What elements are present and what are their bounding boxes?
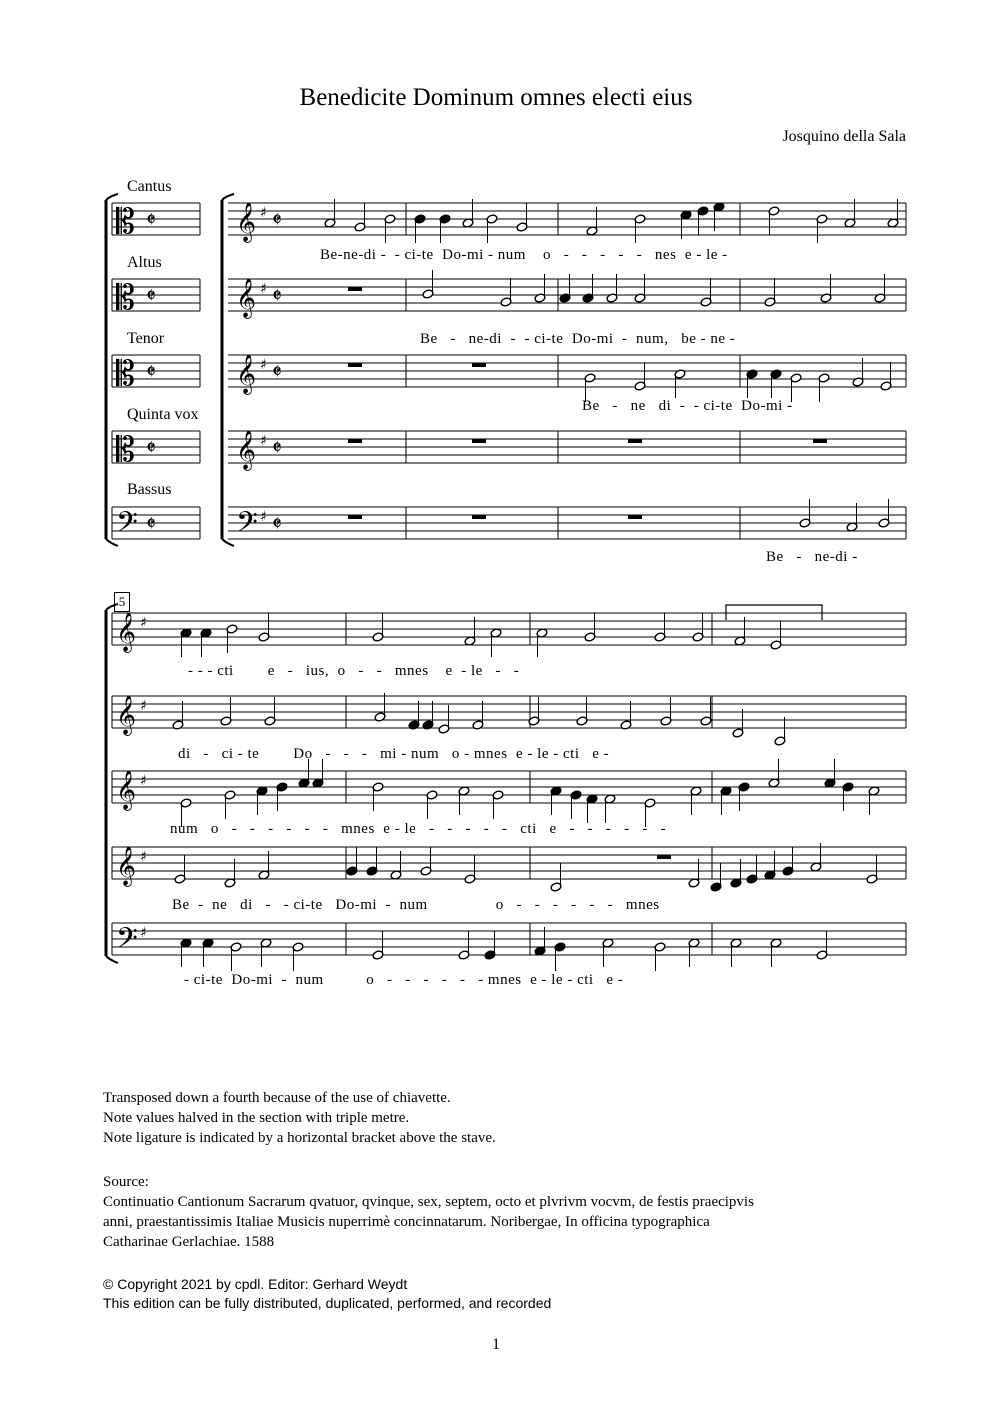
voice-label-quinta-vox: Quinta vox	[127, 406, 199, 423]
note-line: Note values halved in the section with triple metre.	[103, 1110, 410, 1126]
voice-label-tenor: Tenor	[127, 330, 165, 347]
whole-rest	[657, 855, 671, 859]
voice-label-bassus: Bassus	[127, 481, 172, 498]
source-block	[103, 1172, 754, 1252]
clef-icon: 𝄞	[236, 430, 257, 470]
lyrics-s2-bassus: - ci-te Do-mi - num o - - - - - - mnes e - le - cti e -	[184, 972, 624, 988]
key-signature-icon: ♯	[260, 357, 267, 373]
meter-icon: 𝄵	[146, 436, 156, 461]
clef-icon: 𝄞	[236, 202, 257, 242]
source-line: anni, praestantissimis Italiae Musicis nuperrimè concinnatarum. Noribergae, In officina typographica	[103, 1214, 710, 1230]
whole-rest	[628, 515, 642, 519]
whole-rest	[348, 439, 362, 443]
whole-rest	[348, 363, 362, 367]
copyright-block	[103, 1275, 551, 1313]
lyrics-s1-bassus: Be - ne-di -	[766, 549, 858, 565]
note-line: Note ligature is indicated by a horizontal bracket above the stave.	[103, 1130, 496, 1146]
clef-icon: 𝄞	[116, 770, 137, 810]
whole-rest	[348, 287, 362, 291]
meter-icon: 𝄵	[272, 512, 282, 537]
clef-icon: 𝄡	[116, 202, 135, 242]
source-label: Source:	[103, 1174, 149, 1190]
composer: Josquino della Sala	[782, 128, 906, 145]
note-line: Transposed down a fourth because of the use of chiavette.	[103, 1090, 451, 1106]
key-signature-icon: ♯	[140, 773, 147, 789]
meter-icon: 𝄵	[146, 284, 156, 309]
meter-icon: 𝄵	[272, 284, 282, 309]
lyrics-s2-tenor: num o - - - - - - mnes e - le - - - - - cti e - - - - - -	[170, 821, 667, 837]
page-number: 1	[492, 1336, 500, 1353]
voice-label-cantus: Cantus	[127, 178, 172, 195]
lyrics-s2-quinta-vox: Be - ne di - - ci-te Do-mi - num o - - - - - - mnes	[172, 897, 660, 913]
lyrics-s1-cantus: Be-ne-di - - ci-te Do-mi - num o - - - - - nes e - le -	[320, 247, 728, 263]
page-title: Benedicite Dominum omnes electi eius	[299, 84, 693, 111]
license-line: This edition can be fully distributed, duplicated, performed, and recorded	[103, 1295, 552, 1311]
bracket-bottom	[222, 539, 234, 546]
meter-icon: 𝄵	[146, 208, 156, 233]
whole-rest	[628, 439, 642, 443]
meter-icon: 𝄵	[272, 436, 282, 461]
bracket-top	[222, 194, 234, 200]
system-2	[106, 604, 906, 971]
clef-icon: 𝄡	[116, 430, 135, 470]
whole-rest	[472, 439, 486, 443]
meter-icon: 𝄵	[272, 208, 282, 233]
meter-icon: 𝄵	[146, 360, 156, 385]
key-signature-icon: ♯	[260, 281, 267, 297]
key-signature-icon: ♯	[140, 925, 147, 941]
clef-icon: 𝄡	[116, 354, 135, 394]
lyrics-s1-tenor: Be - ne di - - ci-te Do-mi -	[582, 398, 793, 414]
clef-icon: 𝄢	[116, 506, 138, 546]
clef-icon: 𝄡	[116, 278, 135, 318]
whole-rest	[472, 363, 486, 367]
clef-icon: 𝄞	[116, 612, 137, 652]
measure-number: 5	[114, 592, 130, 612]
key-signature-icon: ♯	[260, 509, 267, 525]
clef-icon: 𝄞	[236, 354, 257, 394]
copyright-line: © Copyright 2021 by cpdl. Editor: Gerhard Weydt	[103, 1276, 408, 1292]
clef-icon: 𝄞	[116, 846, 137, 886]
lyrics-s2-cantus: - - - cti e - ius, o - - mnes e - le - -	[188, 663, 520, 679]
editorial-notes	[103, 1088, 496, 1148]
lyrics-s1-altus: Be - ne-di - - ci-te Do-mi - num, be - ne -	[420, 331, 736, 347]
voice-label-altus: Altus	[127, 254, 162, 271]
key-signature-icon: ♯	[140, 615, 147, 631]
clef-icon: 𝄞	[116, 695, 137, 735]
bracket-top	[106, 194, 118, 200]
clef-icon: 𝄢	[116, 922, 138, 962]
source-line: Catharinae Gerlachiae. 1588	[103, 1234, 275, 1250]
key-signature-icon: ♯	[140, 849, 147, 865]
clef-icon: 𝄞	[236, 278, 257, 318]
clef-icon: 𝄢	[236, 506, 258, 546]
whole-rest	[472, 515, 486, 519]
whole-rest	[813, 439, 827, 443]
meter-icon: 𝄵	[146, 512, 156, 537]
lyrics-s2-altus: di - ci - te Do - - - mi - num o - mnes e - le - cti e -	[178, 746, 610, 762]
key-signature-icon: ♯	[140, 698, 147, 714]
key-signature-icon: ♯	[260, 433, 267, 449]
meter-icon: 𝄵	[272, 360, 282, 385]
source-line: Continuatio Cantionum Sacrarum qvatuor, qvinque, sex, septem, octo et plvrivm vocvm, de festis praecipvis	[103, 1194, 754, 1210]
whole-rest	[348, 515, 362, 519]
key-signature-icon: ♯	[260, 205, 267, 221]
